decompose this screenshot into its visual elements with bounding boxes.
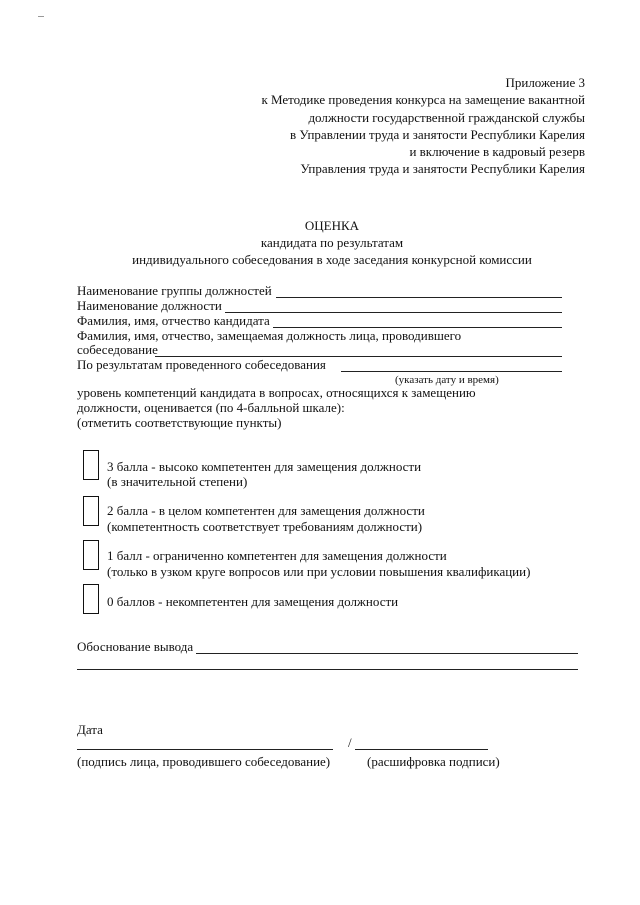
option-2-text: 2 балла - в целом компетентен для замещения должности — [107, 503, 425, 518]
title-main: ОЦЕНКА — [304, 218, 360, 233]
field-position-input[interactable] — [225, 312, 562, 313]
option-2-note: (компетентность соответствует требованиям должности) — [107, 519, 423, 534]
field-result-label: По результатам проведенного собеседования — [77, 357, 326, 372]
field-group-label: Наименование группы должностей — [77, 283, 272, 298]
header-line: Управления труда и занятости Республики Карелия — [300, 161, 585, 176]
decode-hint: (расшифровка подписи) — [367, 754, 500, 769]
conclusion-label: Обоснование вывода — [77, 639, 194, 654]
field-position-label: Наименование должности — [77, 298, 222, 313]
option-0-checkbox[interactable] — [83, 584, 99, 614]
assessment-text: (отметить соответствующие пункты) — [77, 415, 282, 430]
header-line: и включение в кадровый резерв — [409, 144, 585, 159]
signature-decode-line[interactable] — [355, 749, 488, 750]
conclusion-input-line-1[interactable] — [196, 653, 578, 654]
field-interviewer-label-cont: собеседование — [77, 342, 158, 357]
date-label: Дата — [77, 722, 103, 737]
header-line: в Управлении труда и занятости Республики Карелия — [290, 127, 585, 142]
scan-mark — [38, 16, 44, 17]
title-subtitle: индивидуального собеседования в ходе заседания конкурсной комиссии — [132, 252, 532, 267]
header-line: к Методике проведения конкурса на замещение вакантной — [261, 92, 585, 107]
option-1-checkbox[interactable] — [83, 540, 99, 570]
option-3-checkbox[interactable] — [83, 450, 99, 480]
field-candidate-label: Фамилия, имя, отчество кандидата — [77, 313, 270, 328]
signature-hint: (подпись лица, проводившего собеседование) — [77, 754, 331, 769]
assessment-text: должности, оценивается (по 4-балльной шкале): — [77, 400, 345, 415]
field-result-input[interactable] — [341, 371, 562, 372]
date-hint: (указать дату и время) — [395, 374, 499, 386]
slash-separator: / — [348, 735, 352, 750]
appendix-number: Приложение 3 — [505, 75, 585, 90]
assessment-text: уровень компетенций кандидата в вопросах, относящихся к замещению — [77, 385, 476, 400]
conclusion-input-line-2[interactable] — [77, 669, 578, 670]
option-2-checkbox[interactable] — [83, 496, 99, 526]
signature-line[interactable] — [77, 749, 333, 750]
title-subtitle: кандидата по результатам — [260, 235, 404, 250]
option-1-note: (только в узком круге вопросов или при условии повышения квалификации) — [107, 564, 531, 579]
option-1-text: 1 балл - ограниченно компетентен для замещения должности — [107, 548, 447, 563]
option-0-text: 0 баллов - некомпетентен для замещения должности — [107, 594, 399, 609]
field-group-input[interactable] — [276, 297, 562, 298]
header-line: должности государственной гражданской службы — [308, 110, 585, 125]
field-interviewer-label: Фамилия, имя, отчество, замещаемая должность лица, проводившего — [77, 328, 462, 343]
option-3-note: (в значительной степени) — [107, 474, 248, 489]
option-3-text: 3 балла - высоко компетентен для замещения должности — [107, 459, 422, 474]
